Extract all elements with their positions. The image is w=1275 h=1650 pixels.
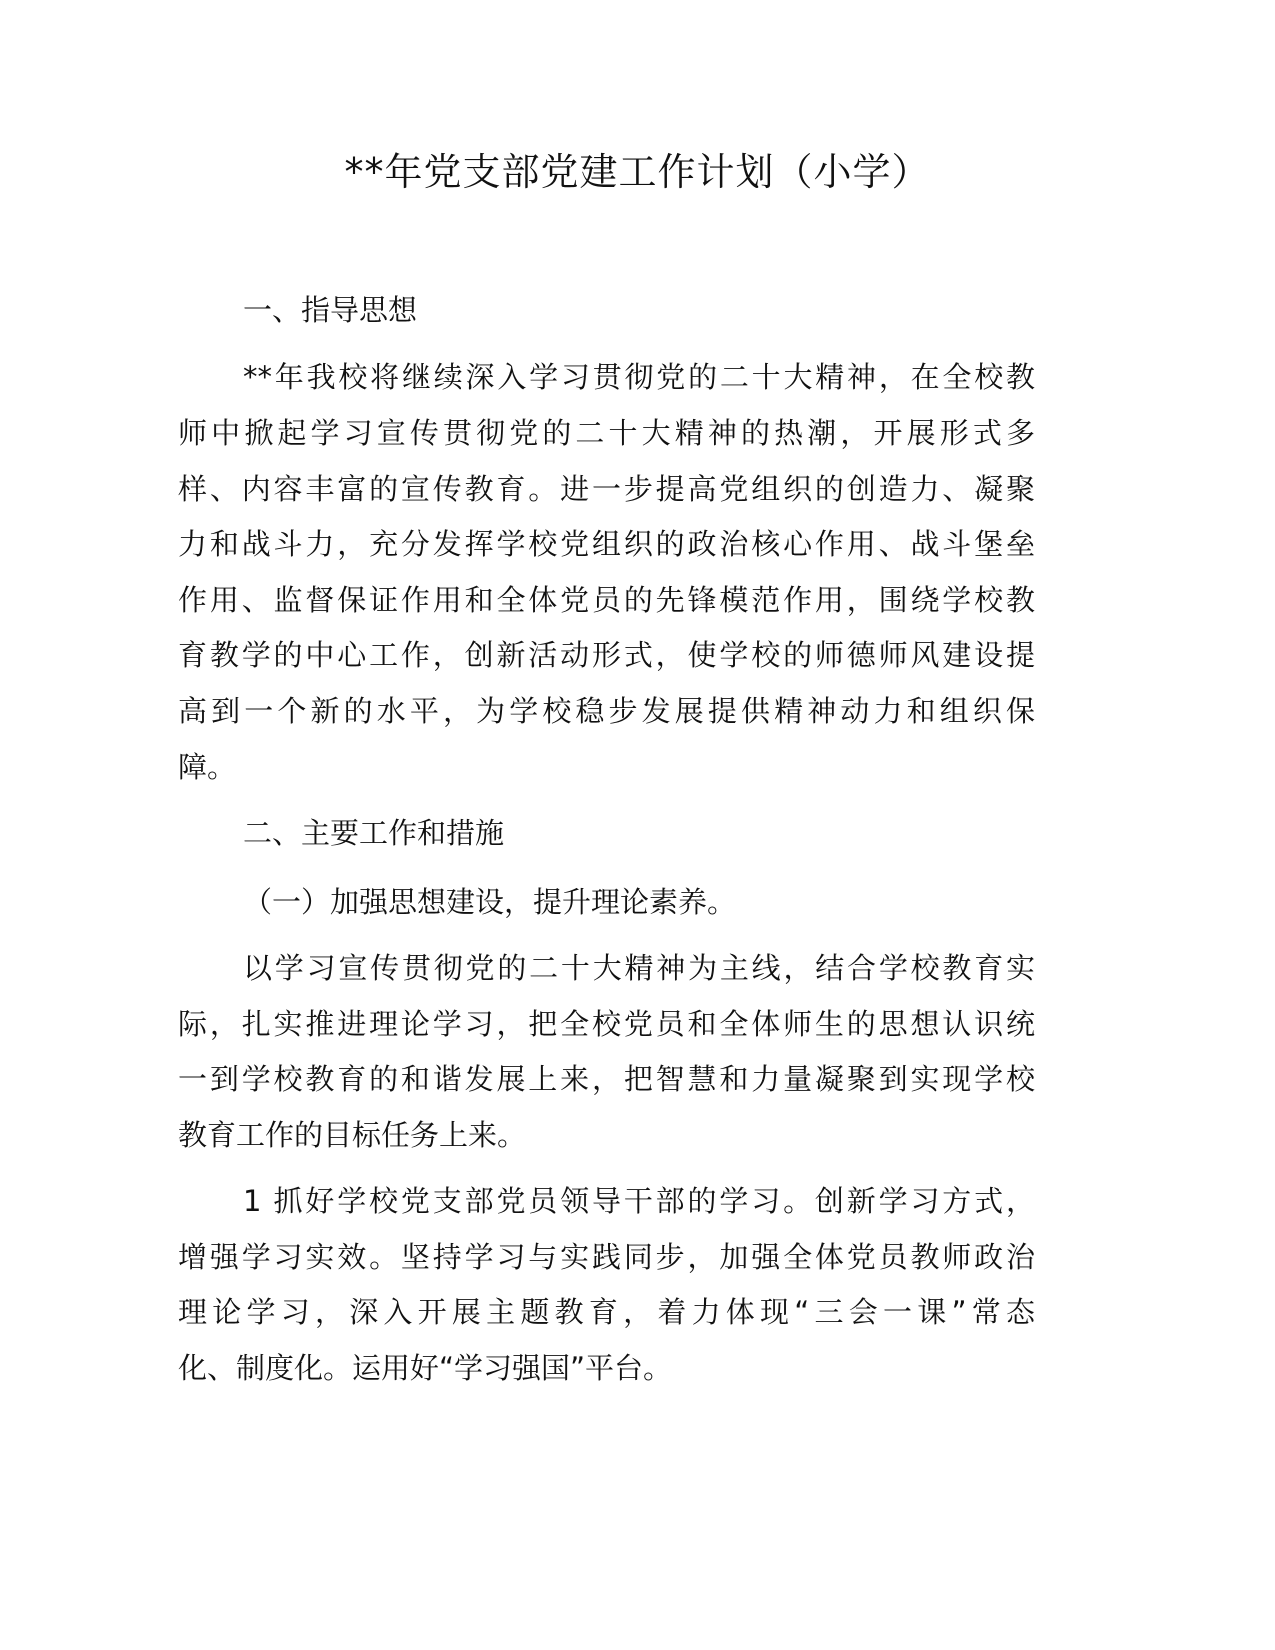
text-line: 力和战斗力，充分发挥学校党组织的政治核心作用、战斗堡垒 <box>178 527 1035 561</box>
text-line: 际，扎实推进理论学习，把全校党员和全体师生的思想认识统 <box>178 1007 1035 1041</box>
text-line: 以学习宣传贯彻党的二十大精神为主线，结合学校教育实 <box>243 951 1035 985</box>
text-line: 作用、监督保证作用和全体党员的先锋模范作用，围绕学校教 <box>178 583 1035 617</box>
text-line: 师中掀起学习宣传贯彻党的二十大精神的热潮，开展形式多 <box>178 416 1035 450</box>
text-line: 1 抓好学校党支部党员领导干部的学习。创新学习方式， <box>243 1184 1035 1218</box>
text-line: 化、制度化。运用好“学习强国”平台。 <box>178 1351 673 1385</box>
text-line: 理论学习，深入开展主题教育，着力体现“三会一课”常态 <box>178 1295 1035 1329</box>
text-line: **年我校将继续深入学习贯彻党的二十大精神，在全校教 <box>243 360 1035 394</box>
text-line: 一到学校教育的和谐发展上来，把智慧和力量凝聚到实现学校 <box>178 1062 1035 1096</box>
text-line: 育教学的中心工作，创新活动形式，使学校的师德师风建设提 <box>178 638 1035 672</box>
text-line: 二、主要工作和措施 <box>243 816 505 850</box>
text-line: （一）加强思想建设，提升理论素养。 <box>243 885 737 919</box>
text-line: 高到一个新的水平，为学校稳步发展提供精神动力和组织保 <box>178 694 1035 728</box>
text-line: 增强学习实效。坚持学习与实践同步，加强全体党员教师政治 <box>178 1240 1035 1274</box>
text-line: 障。 <box>178 750 237 784</box>
text-line: 样、内容丰富的宣传教育。进一步提高党组织的创造力、凝聚 <box>178 472 1035 506</box>
text-line: 一、指导思想 <box>243 293 418 327</box>
document-title: **年党支部党建工作计划（小学） <box>344 150 931 194</box>
text-line: 教育工作的目标任务上来。 <box>178 1118 527 1152</box>
